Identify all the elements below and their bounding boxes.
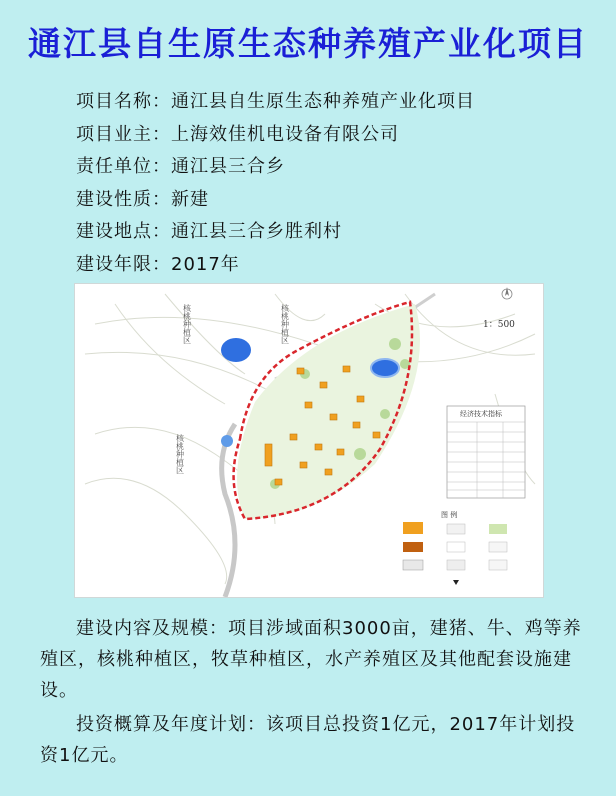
info-value: 通江县三合乡 — [171, 156, 285, 177]
info-label: 责任单位： — [76, 156, 171, 177]
info-row-nature — [76, 184, 475, 217]
site-plan-drawing — [75, 284, 543, 597]
site-plan-image — [74, 283, 544, 598]
info-row-name — [76, 86, 475, 119]
legend-title: 图 例 — [441, 511, 458, 519]
info-value: 通江县三合乡胜利村 — [171, 221, 342, 242]
tech-table-title: 经济技术指标 — [460, 410, 502, 418]
info-value: 2017年 — [171, 253, 240, 275]
info-value: 新建 — [171, 188, 209, 210]
plan-scale: 1：500 — [483, 320, 515, 330]
info-value: 通江县自生原生态种养殖产业化项目 — [171, 91, 475, 112]
project-info — [76, 86, 475, 281]
page-title: 通江县自生原生态种养殖产业化项目 — [28, 24, 588, 63]
info-label: 建设地点： — [76, 221, 171, 242]
info-value: 上海效佳机电设备有限公司 — [171, 123, 399, 145]
info-label: 建设性质： — [76, 188, 171, 210]
svg-text:核桃种植区: 核桃种植区 — [280, 304, 290, 344]
info-label: 建设年限： — [76, 253, 171, 275]
investment-text: 投资概算及年度计划：该项目总投资1亿元，2017年计划投资1亿元。 — [40, 714, 576, 766]
svg-text:核桃种植区: 核桃种植区 — [182, 304, 192, 344]
info-label: 项目业主： — [76, 123, 171, 145]
investment-paragraph — [40, 709, 588, 771]
svg-text:核桃种植区: 核桃种植区 — [175, 434, 185, 474]
info-row-period — [76, 249, 475, 282]
info-row-responsible-unit — [76, 151, 475, 184]
info-row-owner — [76, 119, 475, 152]
scope-text: 建设内容及规模：项目涉域面积3000亩，建猪、牛、鸡等养殖区，核桃种植区，牧草种植区，水产养殖区及其他配套设施建设。 — [40, 618, 582, 701]
info-row-location — [76, 216, 475, 249]
info-label: 项目名称： — [76, 91, 171, 112]
scope-paragraph — [40, 613, 588, 706]
